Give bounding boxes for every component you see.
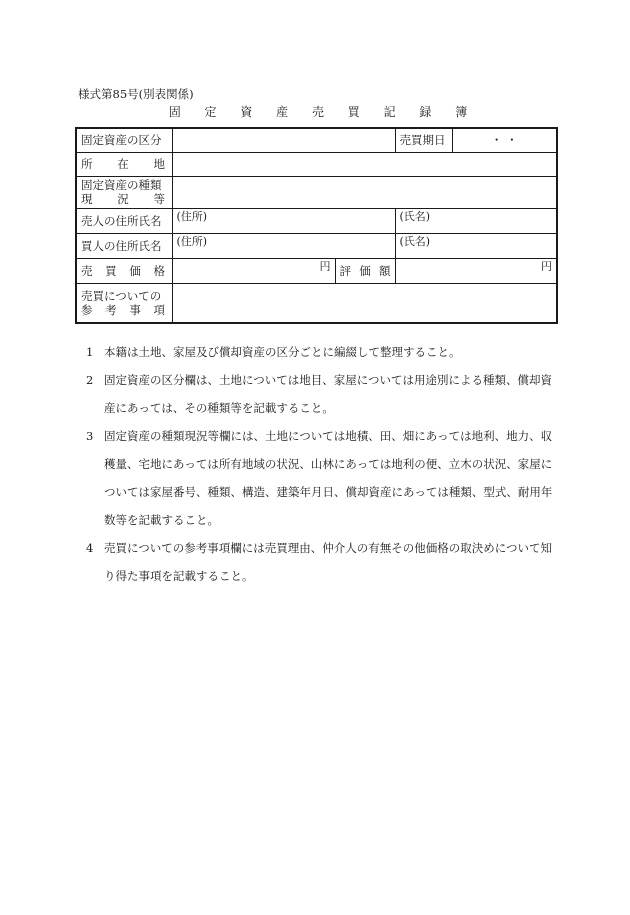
notes-list — [78, 338, 558, 590]
location-field[interactable] — [172, 152, 557, 176]
seller-row — [76, 208, 557, 233]
asset-class-label: 固定資産の区分 — [76, 128, 172, 152]
price-field[interactable] — [172, 258, 335, 283]
register-title: 固 定 資 産 売 買 記 録 簿 — [168, 105, 478, 119]
seller-name-field[interactable] — [395, 208, 557, 233]
buyer-name-field[interactable] — [395, 233, 557, 258]
name-hint: (氏名) — [399, 209, 431, 223]
location-label: 所 在 地 — [76, 152, 172, 176]
seller-label: 売人の住所氏名 — [76, 208, 172, 233]
address-hint: (住所) — [176, 209, 208, 223]
yen-unit: 円 — [541, 259, 552, 273]
condition-label: 固定資産の種類 現 況 等 — [76, 176, 172, 208]
address-hint: (住所) — [176, 234, 208, 248]
note-item: 1 本籍は土地、家屋及び償却資産の区分ごとに編綴して整理すること。 — [86, 345, 461, 359]
condition-row — [76, 176, 557, 208]
reference-field[interactable] — [172, 283, 557, 323]
location-row — [76, 152, 557, 176]
price-row — [76, 258, 557, 283]
sale-date-field[interactable]: ・ ・ — [452, 128, 557, 152]
buyer-address-field[interactable] — [172, 233, 395, 258]
note-item: 2 固定資産の区分欄は、土地については地目、家屋については用途別による種類、償却資産にあっては、その種類等を記載すること。 — [86, 373, 553, 415]
seller-address-field[interactable] — [172, 208, 395, 233]
buyer-row — [76, 233, 557, 258]
reference-row — [76, 283, 557, 323]
name-hint: (氏名) — [399, 234, 431, 248]
asset-class-field[interactable] — [172, 128, 395, 152]
price-label: 売 買 価 格 — [76, 258, 172, 283]
sale-register-table — [75, 127, 558, 324]
buyer-label: 買人の住所氏名 — [76, 233, 172, 258]
condition-field[interactable] — [172, 176, 557, 208]
reference-label: 売買についての 参 考 事 項 — [76, 283, 172, 323]
appraisal-field[interactable] — [395, 258, 557, 283]
yen-unit: 円 — [319, 259, 331, 273]
sale-date-label: 売買期日 — [395, 128, 452, 152]
asset-class-row — [76, 128, 557, 152]
note-item: 3 固定資産の種類現況等欄には、土地については地積、田、畑にあっては地利、地力、収穫量、宅地にあっては所有地域の状況、山林にあっては地利の便、立木の状況、家屋については家屋番号、種類、構造、建築年月日、償却資産にあっては種類、型式、耐用年数等を記載すること。 — [86, 429, 553, 527]
note-item: 4 売買についての参考事項欄には売買理由、仲介人の有無その他価格の取決めについて知り得た事項を記載すること。 — [86, 541, 553, 583]
form-reference: 様式第85号(別表関係) — [78, 87, 194, 101]
appraisal-label: 評 価 額 — [335, 258, 395, 283]
